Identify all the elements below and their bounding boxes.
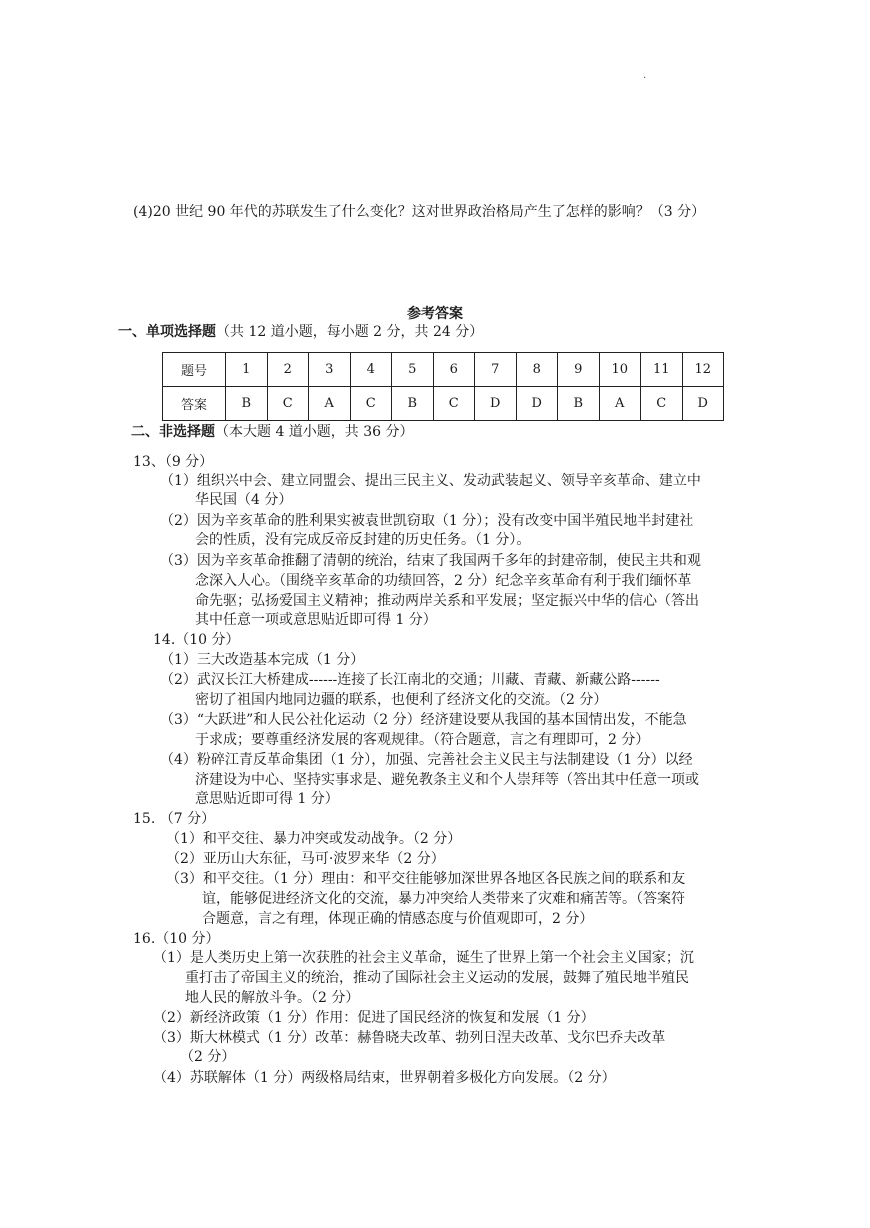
table-cell: 2 (267, 353, 309, 387)
answer-title: 参考答案 (407, 306, 463, 322)
table-cell: 4 (350, 353, 392, 387)
answer-line: 其中任意一项或意思贴近即可得 1 分） (195, 612, 437, 628)
answer-line: 谊，能够促进经济文化的交流，暴力冲突给人类带来了灾难和痛苦等。（答案符 (202, 891, 685, 907)
answer-line: 意思贴近即可得 1 分） (195, 791, 339, 807)
answer-line: （3）“大跃进”和人民公社化运动（2 分）经济建设要从我国的基本国情出发，不能急 (160, 712, 687, 728)
table-cell: 1 (226, 353, 268, 387)
answer-line: 念深入人心。（围绕辛亥革命的功绩回答，2 分）纪念辛亥革命有利于我们缅怀革 (195, 573, 692, 589)
table-cell: 10 (599, 353, 641, 387)
answer-line: 重打击了帝国主义的统治，推动了国际社会主义运动的发展，鼓舞了殖民地半殖民 (185, 970, 689, 986)
question-14-header: 14.（10 分） (153, 632, 240, 648)
question-4: (4)20 世纪 90 年代的苏联发生了什么变化？这对世界政治格局产生了怎样的影响？（3 分） (133, 204, 706, 220)
answer-line: （1）组织兴中会、建立同盟会、提出三民主义、发动武装起义、领导辛亥革命、建立中 (160, 473, 701, 489)
table-cell: 7 (475, 353, 517, 387)
section-2-title: 二、非选择题 (131, 424, 215, 440)
answer-line: 密切了祖国内地同边疆的联系，也便利了经济文化的交流。（2 分） (195, 692, 608, 708)
section-1-title: 一、单项选择题 (118, 324, 216, 340)
section-2-note: （本大题 4 道小题，共 36 分） (215, 424, 414, 440)
table-cell: A (309, 387, 351, 421)
answer-line: （3）因为辛亥革命推翻了清朝的统治，结束了我国两千多年的封建帝制，使民主共和观 (160, 553, 701, 569)
section-2-heading (131, 422, 414, 442)
table-cell: D (475, 387, 517, 421)
section-1-heading (118, 322, 483, 342)
table-row-answers (163, 387, 724, 421)
answer-line: （2）武汉长江大桥建成------连接了长江南北的交通；川藏、青藏、新藏公路------ (160, 672, 660, 688)
question-15-header: 15. （7 分） (133, 811, 216, 827)
table-cell: C (267, 387, 309, 421)
section-1-note: （共 12 道小题，每小题 2 分，共 24 分） (216, 324, 484, 340)
answer-line: （2）亚历山大东征，马可·波罗来华（2 分） (166, 851, 445, 867)
answer-line: （3）斯大林模式（1 分）改革：赫鲁晓夫改革、勃列日涅夫改革、戈尔巴乔夫改革 (153, 1030, 666, 1046)
table-cell: A (599, 387, 641, 421)
answer-line: （2 分） (180, 1049, 236, 1065)
table-cell: B (392, 387, 434, 421)
table-cell: 9 (558, 353, 600, 387)
answer-line: （3）和平交往。（1 分）理由：和平交往能够加深世界各地区各民族之间的联系和友 (166, 871, 686, 887)
answer-line: （1）和平交往、暴力冲突或发动战争。（2 分） (166, 831, 462, 847)
table-cell: 3 (309, 353, 351, 387)
table-cell: 11 (641, 353, 683, 387)
table-cell: B (226, 387, 268, 421)
table-cell: D (516, 387, 558, 421)
answer-line: （4）粉碎江青反革命集团（1 分），加强、完善社会主义民主与法制建设（1 分）以经 (160, 752, 693, 768)
answer-line: （1）三大改造基本完成（1 分） (160, 652, 365, 668)
answer-line: 会的性质，没有完成反帝反封建的历史任务。（1 分）。 (195, 532, 531, 548)
question-16-header: 16.（10 分） (133, 931, 220, 947)
answer-table (162, 352, 724, 421)
corner-mark: . (643, 70, 647, 81)
answer-line: （1）是人类历史上第一次获胜的社会主义革命，诞生了世界上第一个社会主义国家；沉 (153, 950, 694, 966)
answer-line: （2）因为辛亥革命的胜利果实被袁世凯窃取（1 分）；没有改变中国半殖民地半封建社 (160, 513, 694, 529)
table-cell: 8 (516, 353, 558, 387)
answer-line: 合题意，言之有理，体现正确的情感态度与价值观即可，2 分） (202, 911, 594, 927)
table-row-numbers (163, 353, 724, 387)
table-cell: B (558, 387, 600, 421)
answer-line: （4）苏联解体（1 分）两级格局结束，世界朝着多极化方向发展。（2 分） (153, 1070, 616, 1086)
table-cell: 6 (433, 353, 475, 387)
answer-line: 济建设为中心、坚持实事求是、避免教条主义和个人崇拜等（答出其中任意一项或 (195, 772, 699, 788)
table-cell: C (641, 387, 683, 421)
table-header-answer: 答案 (163, 387, 226, 421)
answer-line: 华民国（4 分） (195, 492, 293, 508)
answer-line: （2）新经济政策（1 分）作用：促进了国民经济的恢复和发展（1 分） (153, 1010, 595, 1026)
table-header-number: 题号 (163, 353, 226, 387)
answer-line: 于求成；要尊重经济发展的客观规律。（符合题意，言之有理即可，2 分） (195, 732, 650, 748)
table-cell: C (350, 387, 392, 421)
question-13-header: 13、（9 分） (133, 454, 214, 470)
table-cell: 5 (392, 353, 434, 387)
answer-line: 命先驱；弘扬爱国主义精神；推动两岸关系和平发展；坚定振兴中华的信心（答出 (195, 593, 699, 609)
table-cell: D (682, 387, 724, 421)
table-cell: 12 (682, 353, 724, 387)
table-cell: C (433, 387, 475, 421)
answer-line: 地人民的解放斗争。（2 分） (185, 990, 360, 1006)
